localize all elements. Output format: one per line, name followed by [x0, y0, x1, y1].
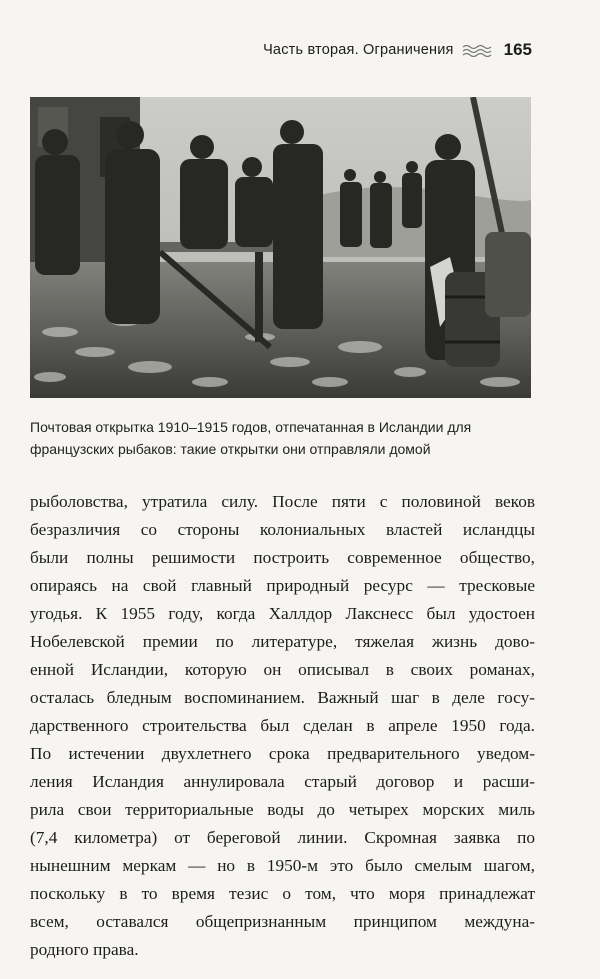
text-line: нынешним меркам — но в 1950-м это было смелым шагом, — [30, 856, 535, 875]
text-line: родного права. — [30, 940, 139, 959]
historical-photo — [30, 97, 531, 398]
text-line: рила свои территориальные воды до четырех морских миль — [30, 800, 535, 819]
text-line: всем, оставался общепризнанным принципом междуна- — [30, 912, 535, 931]
text-line: дарственного строительства был сделан в апреле 1950 года. — [30, 716, 535, 735]
running-header — [30, 40, 532, 60]
text-line: Нобелевской премии по литературе, тяжелая жизнь дово- — [30, 632, 535, 651]
text-line: были полны решимости построить современное общество, — [30, 548, 535, 567]
text-line: угодья. К 1955 году, когда Халлдор Лакснесс был удостоен — [30, 604, 535, 623]
text-line: осталась бледным воспоминанием. Важный шаг в деле госу- — [30, 688, 535, 707]
text-line: поскольку в то время тезис о том, что моря принадлежат — [30, 884, 535, 903]
text-line: рыболовства, утратила силу. После пяти с половиной веков — [30, 492, 535, 511]
text-line: безразличия со стороны колониальных властей исландцы — [30, 520, 535, 539]
body-paragraph — [30, 488, 535, 964]
page-number: 165 — [503, 40, 532, 59]
text-line: ления Исландия аннулировала старый договор и расши- — [30, 772, 535, 791]
text-line: (7,4 километра) от береговой линии. Скромная заявка по — [30, 828, 535, 847]
photo-caption — [30, 416, 540, 460]
waves-icon — [462, 43, 492, 57]
text-line: опираясь на свой главный природный ресурс — тресковые — [30, 576, 535, 595]
running-head-title: Часть вторая. Ограничения — [263, 42, 454, 58]
text-line: По истечении двухлетнего срока предварительного уведом- — [30, 744, 535, 763]
caption-line: Почтовая открытка 1910–1915 годов, отпечатанная в Исландии для — [30, 419, 472, 435]
text-line: енной Исландии, которую он описывал в своих романах, — [30, 660, 535, 679]
photo-fishermen-illustration — [30, 97, 531, 398]
caption-line: французских рыбаков: такие открытки они отправляли домой — [30, 441, 431, 457]
